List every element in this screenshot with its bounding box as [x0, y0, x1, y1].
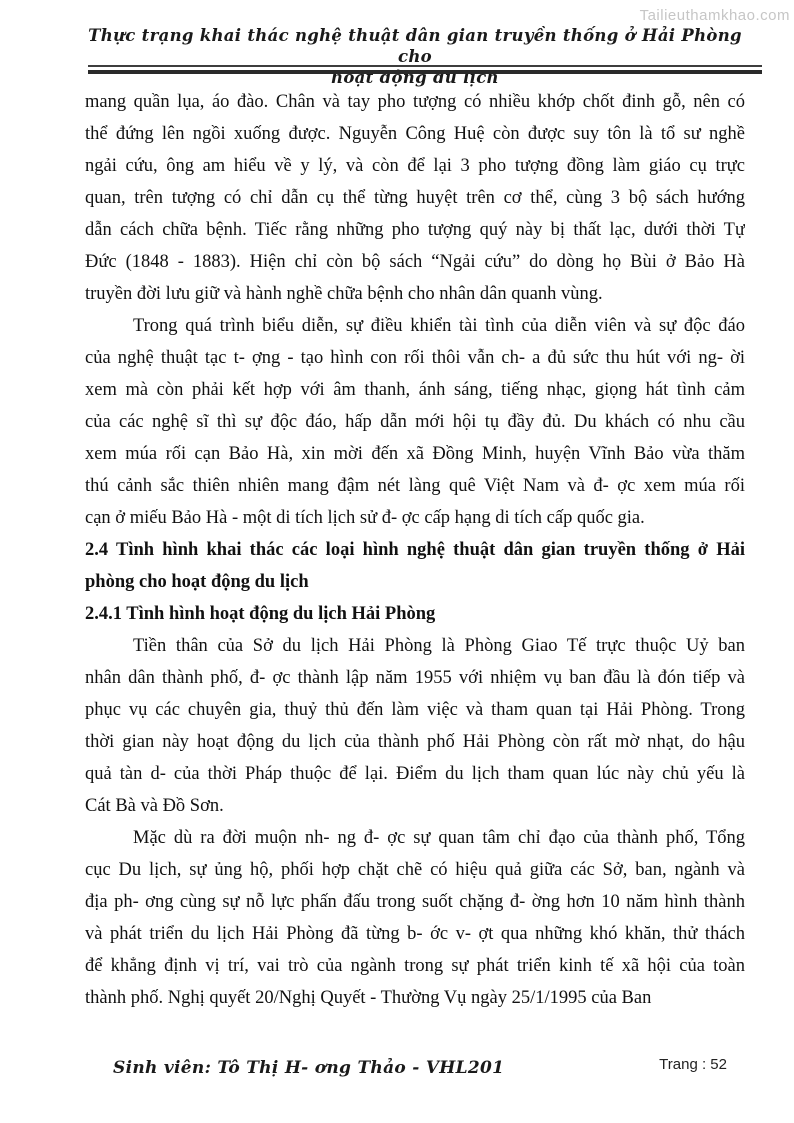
- text-line: xem múa rối cạn Bảo Hà, xin mời đến xã Đồng Minh, huyện Vĩnh Bảo vừa thăm: [85, 444, 745, 464]
- text-line: ngải cứu, ông am hiểu về y lý, và còn để lại 3 pho tượng đồng làm giáo cụ trực: [85, 156, 745, 176]
- text-line: thành phố. Nghị quyết 20/Nghị Quyết - Thường Vụ ngày 25/1/1995 của Ban: [85, 988, 652, 1008]
- paragraph: [85, 310, 745, 534]
- page-header: [85, 25, 745, 88]
- text-line: địa ph- ơng cùng sự nỗ lực phấn đấu trong suốt chặng đ- ờng hơn 10 năm hình thành: [85, 892, 745, 912]
- text-line: 2.4 Tình hình khai thác các loại hình nghệ thuật dân gian truyền thống ở Hải: [85, 540, 745, 560]
- watermark: Tailieuthamkhao.com: [639, 7, 790, 24]
- footer-student-name: Sinh viên: Tô Thị H- ơng Thảo - VHL201: [113, 1058, 505, 1078]
- text-line: cục Du lịch, sự ủng hộ, phối hợp chặt chẽ có hiệu quả giữa các Sở, ban, ngành và: [85, 860, 745, 880]
- header-title-line-1: Thực trạng khai thác nghệ thuật dân gian truyền thống ở Hải Phòng cho: [88, 26, 742, 66]
- text-line: Cát Bà và Đồ Sơn.: [85, 796, 224, 816]
- text-line: phòng cho hoạt động du lịch: [85, 572, 309, 592]
- text-line: Tiền thân của Sở du lịch Hải Phòng là Phòng Giao Tế trực thuộc Uỷ ban: [133, 636, 745, 656]
- paragraph: [85, 822, 745, 1014]
- text-line: phục vụ các chuyên gia, thuỷ thủ đến làm việc và tham quan tại Hải Phòng. Trong: [85, 700, 745, 720]
- text-line: và phát triển du lịch Hải Phòng đã từng b- ớc v- ợt qua những khó khăn, thử thách: [85, 924, 745, 944]
- text-line: cạn ở miếu Bảo Hà - một di tích lịch sử đ- ợc cấp hạng di tích cấp quốc gia.: [85, 508, 645, 528]
- text-line: mang quần lụa, áo đào. Chân và tay pho tượng có nhiều khớp chốt đinh gỗ, nên có: [85, 92, 745, 112]
- footer-page-number: Trang : 52: [659, 1056, 727, 1073]
- header-divider: [88, 65, 762, 74]
- header-title-line-2: hoạt động du lịch: [331, 68, 499, 87]
- text-line: thể đứng lên ngồi xuống được. Nguyễn Công Huệ còn được suy tôn là tổ sư nghề: [85, 124, 745, 144]
- text-line: Trong quá trình biểu diễn, sự điều khiển tài tình của diễn viên và sự độc đáo: [133, 316, 745, 336]
- text-line: của nghệ thuật tạc t- ợng - tạo hình con rối thôi vẫn ch- a đủ sức thu hút với ng- ời: [85, 348, 745, 368]
- text-line: truyền đời lưu giữ và hành nghề chữa bệnh cho nhân dân quanh vùng.: [85, 284, 603, 304]
- text-line: Mặc dù ra đời muộn nh- ng đ- ợc sự quan tâm chỉ đạo của thành phố, Tổng: [133, 828, 745, 848]
- text-line: của các nghệ sĩ thì sự độc đáo, hấp dẫn mới hội tụ đầy đủ. Du khách có nhu cầu: [85, 412, 745, 432]
- text-line: Đức (1848 - 1883). Hiện chỉ còn bộ sách “Ngải cứu” do dòng họ Bùi ở Bảo Hà: [85, 252, 745, 272]
- text-line: để khẳng định vị trí, vai trò của ngành trong sự phát triển kinh tế xã hội của toàn: [85, 956, 745, 976]
- section-heading: [85, 534, 745, 598]
- paragraph: [85, 630, 745, 822]
- text-line: thú cảnh sắc thiên nhiên mang đậm nét làng quê Việt Nam và đ- ợc xem múa rối: [85, 476, 745, 496]
- document-body: [85, 86, 745, 1014]
- paragraph: [85, 86, 745, 310]
- text-line: xem mà còn phải kết hợp với âm thanh, ánh sáng, tiếng nhạc, giọng hát tình cảm: [85, 380, 745, 400]
- text-line: 2.4.1 Tình hình hoạt động du lịch Hải Phòng: [85, 604, 436, 624]
- text-line: thời gian này hoạt động du lịch của thành phố Hải Phòng còn rất mờ nhạt, do hậu: [85, 732, 745, 752]
- text-line: quả tàn d- của thời Pháp thuộc để lại. Điểm du lịch tham quan lúc này chủ yếu là: [85, 764, 745, 784]
- section-heading: [85, 598, 745, 630]
- text-line: quan, trên tượng có chỉ dẫn cụ thể từng huyệt trên cơ thể, cùng 3 bộ sách hướng: [85, 188, 745, 208]
- text-line: dẫn cách chữa bệnh. Tiếc rằng những pho tượng quý này bị thất lạc, dưới thời Tự: [85, 220, 745, 240]
- text-line: nhân dân thành phố, đ- ợc thành lập năm 1955 với nhiệm vụ ban đầu là đón tiếp và: [85, 668, 745, 688]
